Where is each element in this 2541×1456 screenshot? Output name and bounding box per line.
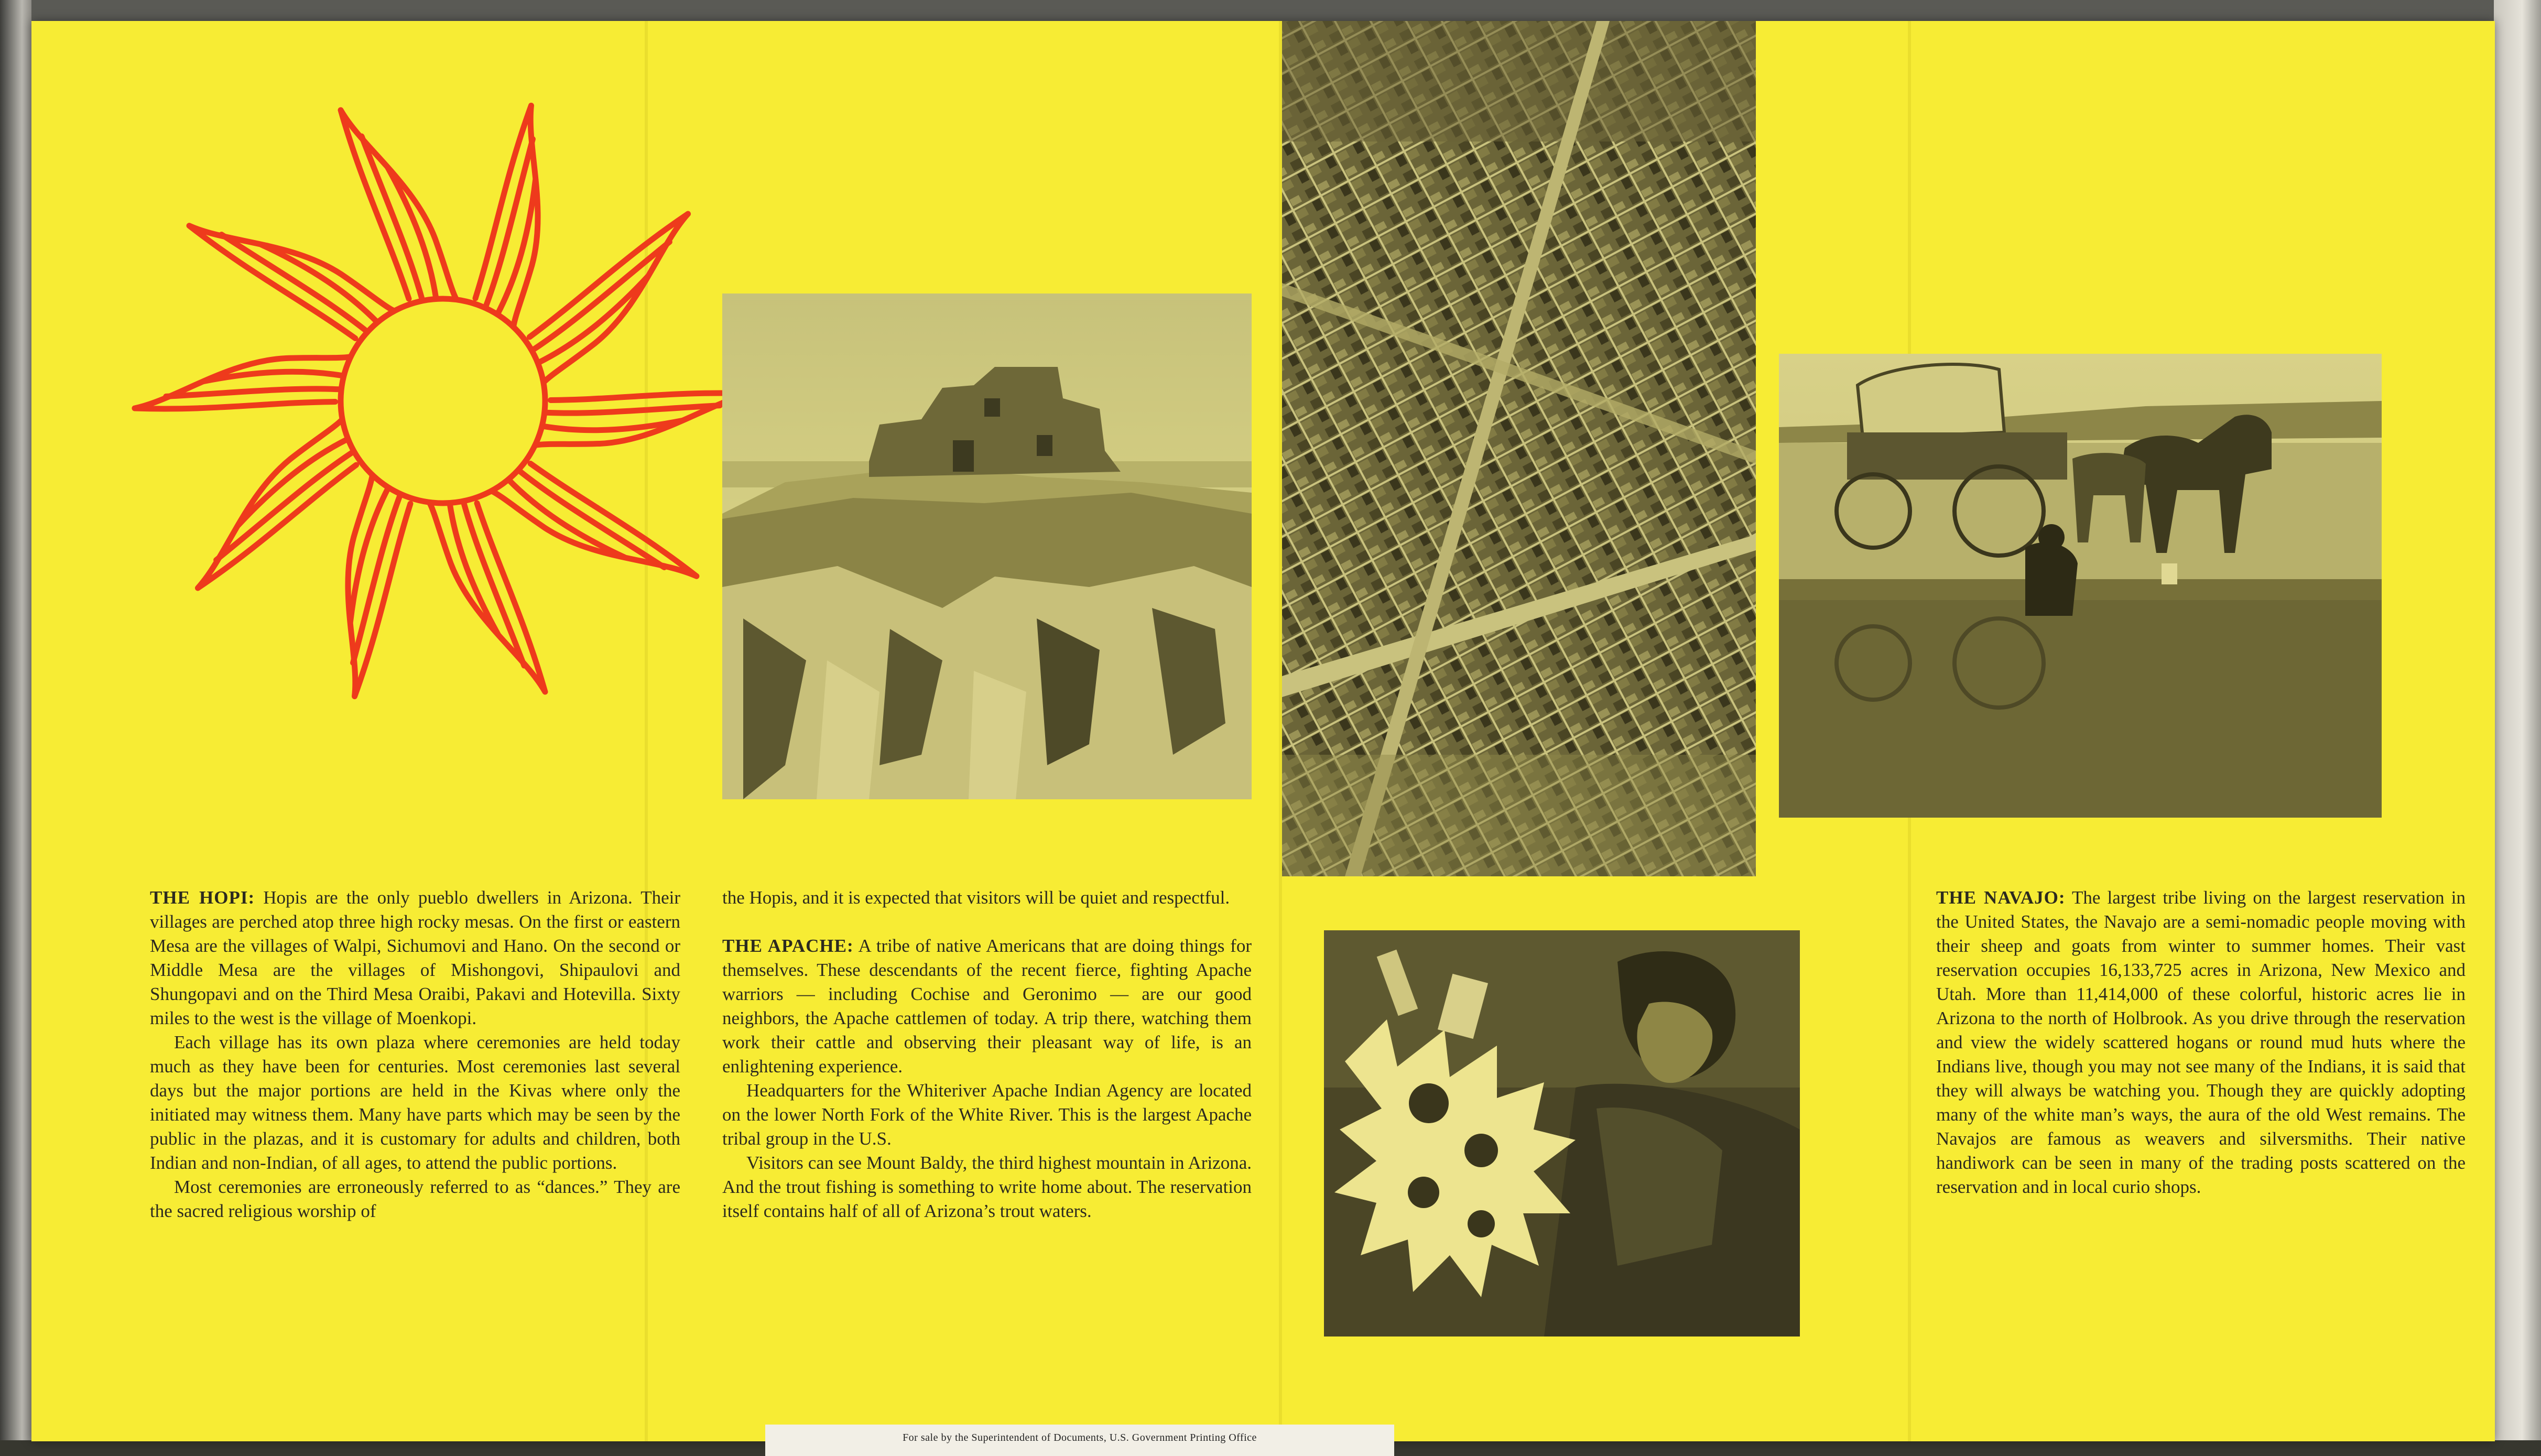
scan-background-right [2494,0,2541,1456]
hopi-paragraph-2: Each village has its own plaza where ceremonies are held today much as they have been for centuries. Most ceremonies last several days but the major portions are held in the Kivas where only the initiated may witness them. Many have parts which may be seen by the public in the plazas, and it is customary for adults and children, both Indian and non-Indian, of all ages, to attend the public portions. [150,1032,680,1173]
hopi-pueblo-photo [722,294,1252,799]
imprint-text: For sale by the Superintendent of Documents, U.S. Government Printing Office [903,1432,1257,1443]
navajo-paragraph-1-text: The largest tribe living on the largest reservation in the United States, the Navajo are a semi-nomadic people moving with their sheep and goats from winter to summer homes. Their vast reservation occupies 16,133,725 acres in Arizona, New Mexico and Utah. More than 11,414,000 of these colorful, historic acres lie in Arizona to the north of Holbrook. As you drive through the reservation and view the widely scattered hogans or round mud huts where the Indians live, though you may not see many of the Indians, it is said that they will always be watching you. Though they are quickly adopting many of the white man’s ways, the aura of the old West remains. The Navajos are famous as weavers and silversmiths. Their native handiwork can be seen in many of the trading posts scattered on the reservation and in local curio shops. [1936,887,2466,1197]
navajo-heading: THE NAVAJO: [1936,887,2066,908]
navajo-paragraph-1 [1936,886,2466,1199]
hopi-continued-paragraph: the Hopis, and it is expected that visitors will be quiet and respectful. [722,887,1230,908]
aerial-town-photo [1282,21,1756,876]
apache-paragraph-3: Visitors can see Mount Baldy, the third highest mountain in Arizona. And the trout fishing is something to write home about. The reservation itself contains half of all of Arizona’s trout waters. [722,1153,1252,1221]
hopi-paragraph-3: Most ceremonies are erroneously referred to as “dances.” They are the sacred religious worship of [150,1177,680,1221]
hopi-heading: THE HOPI: [150,887,255,908]
navajo-text-column [1936,886,2466,1199]
apache-text-column [722,886,1252,1223]
hopi-text-column [150,886,680,1223]
hopi-paragraph-1 [150,886,680,1030]
sun-illustration-icon [115,79,765,708]
navajo-wagon-photo [1779,354,2382,818]
apache-paragraph-1 [722,934,1252,1079]
apache-paragraph-1-text: A tribe of native Americans that are doing things for themselves. These descendants of the recent fierce, fighting Apache warriors — including Cochise and Geronimo — are our good neighbors, the Apache cattlemen of today. A trip there, watching them work their cattle and observing their pleasant way of life, is an enlightening experience. [722,936,1252,1077]
apache-artisan-photo [1324,930,1800,1337]
apache-paragraph-2: Headquarters for the Whiteriver Apache Indian Agency are located on the lower North Fork of the White River. This is the largest Apache tribal group in the U.S. [722,1080,1252,1149]
apache-heading: THE APACHE: [722,936,854,956]
scan-background-left [0,0,31,1456]
hopi-paragraph-1-text: Hopis are the only pueblo dwellers in Arizona. Their villages are perched atop three high rocky mesas. On the first or eastern Mesa are the villages of Walpi, Sichumovi and Hano. On the second or Middle Mesa are the villages of Mishongovi, Shipaulovi and Shungopavi and on the Third Mesa Oraibi, Pakavi and Hotevilla. Sixty miles to the west is the village of Moenkopi. [150,887,680,1028]
brochure-sheet [31,21,2495,1441]
